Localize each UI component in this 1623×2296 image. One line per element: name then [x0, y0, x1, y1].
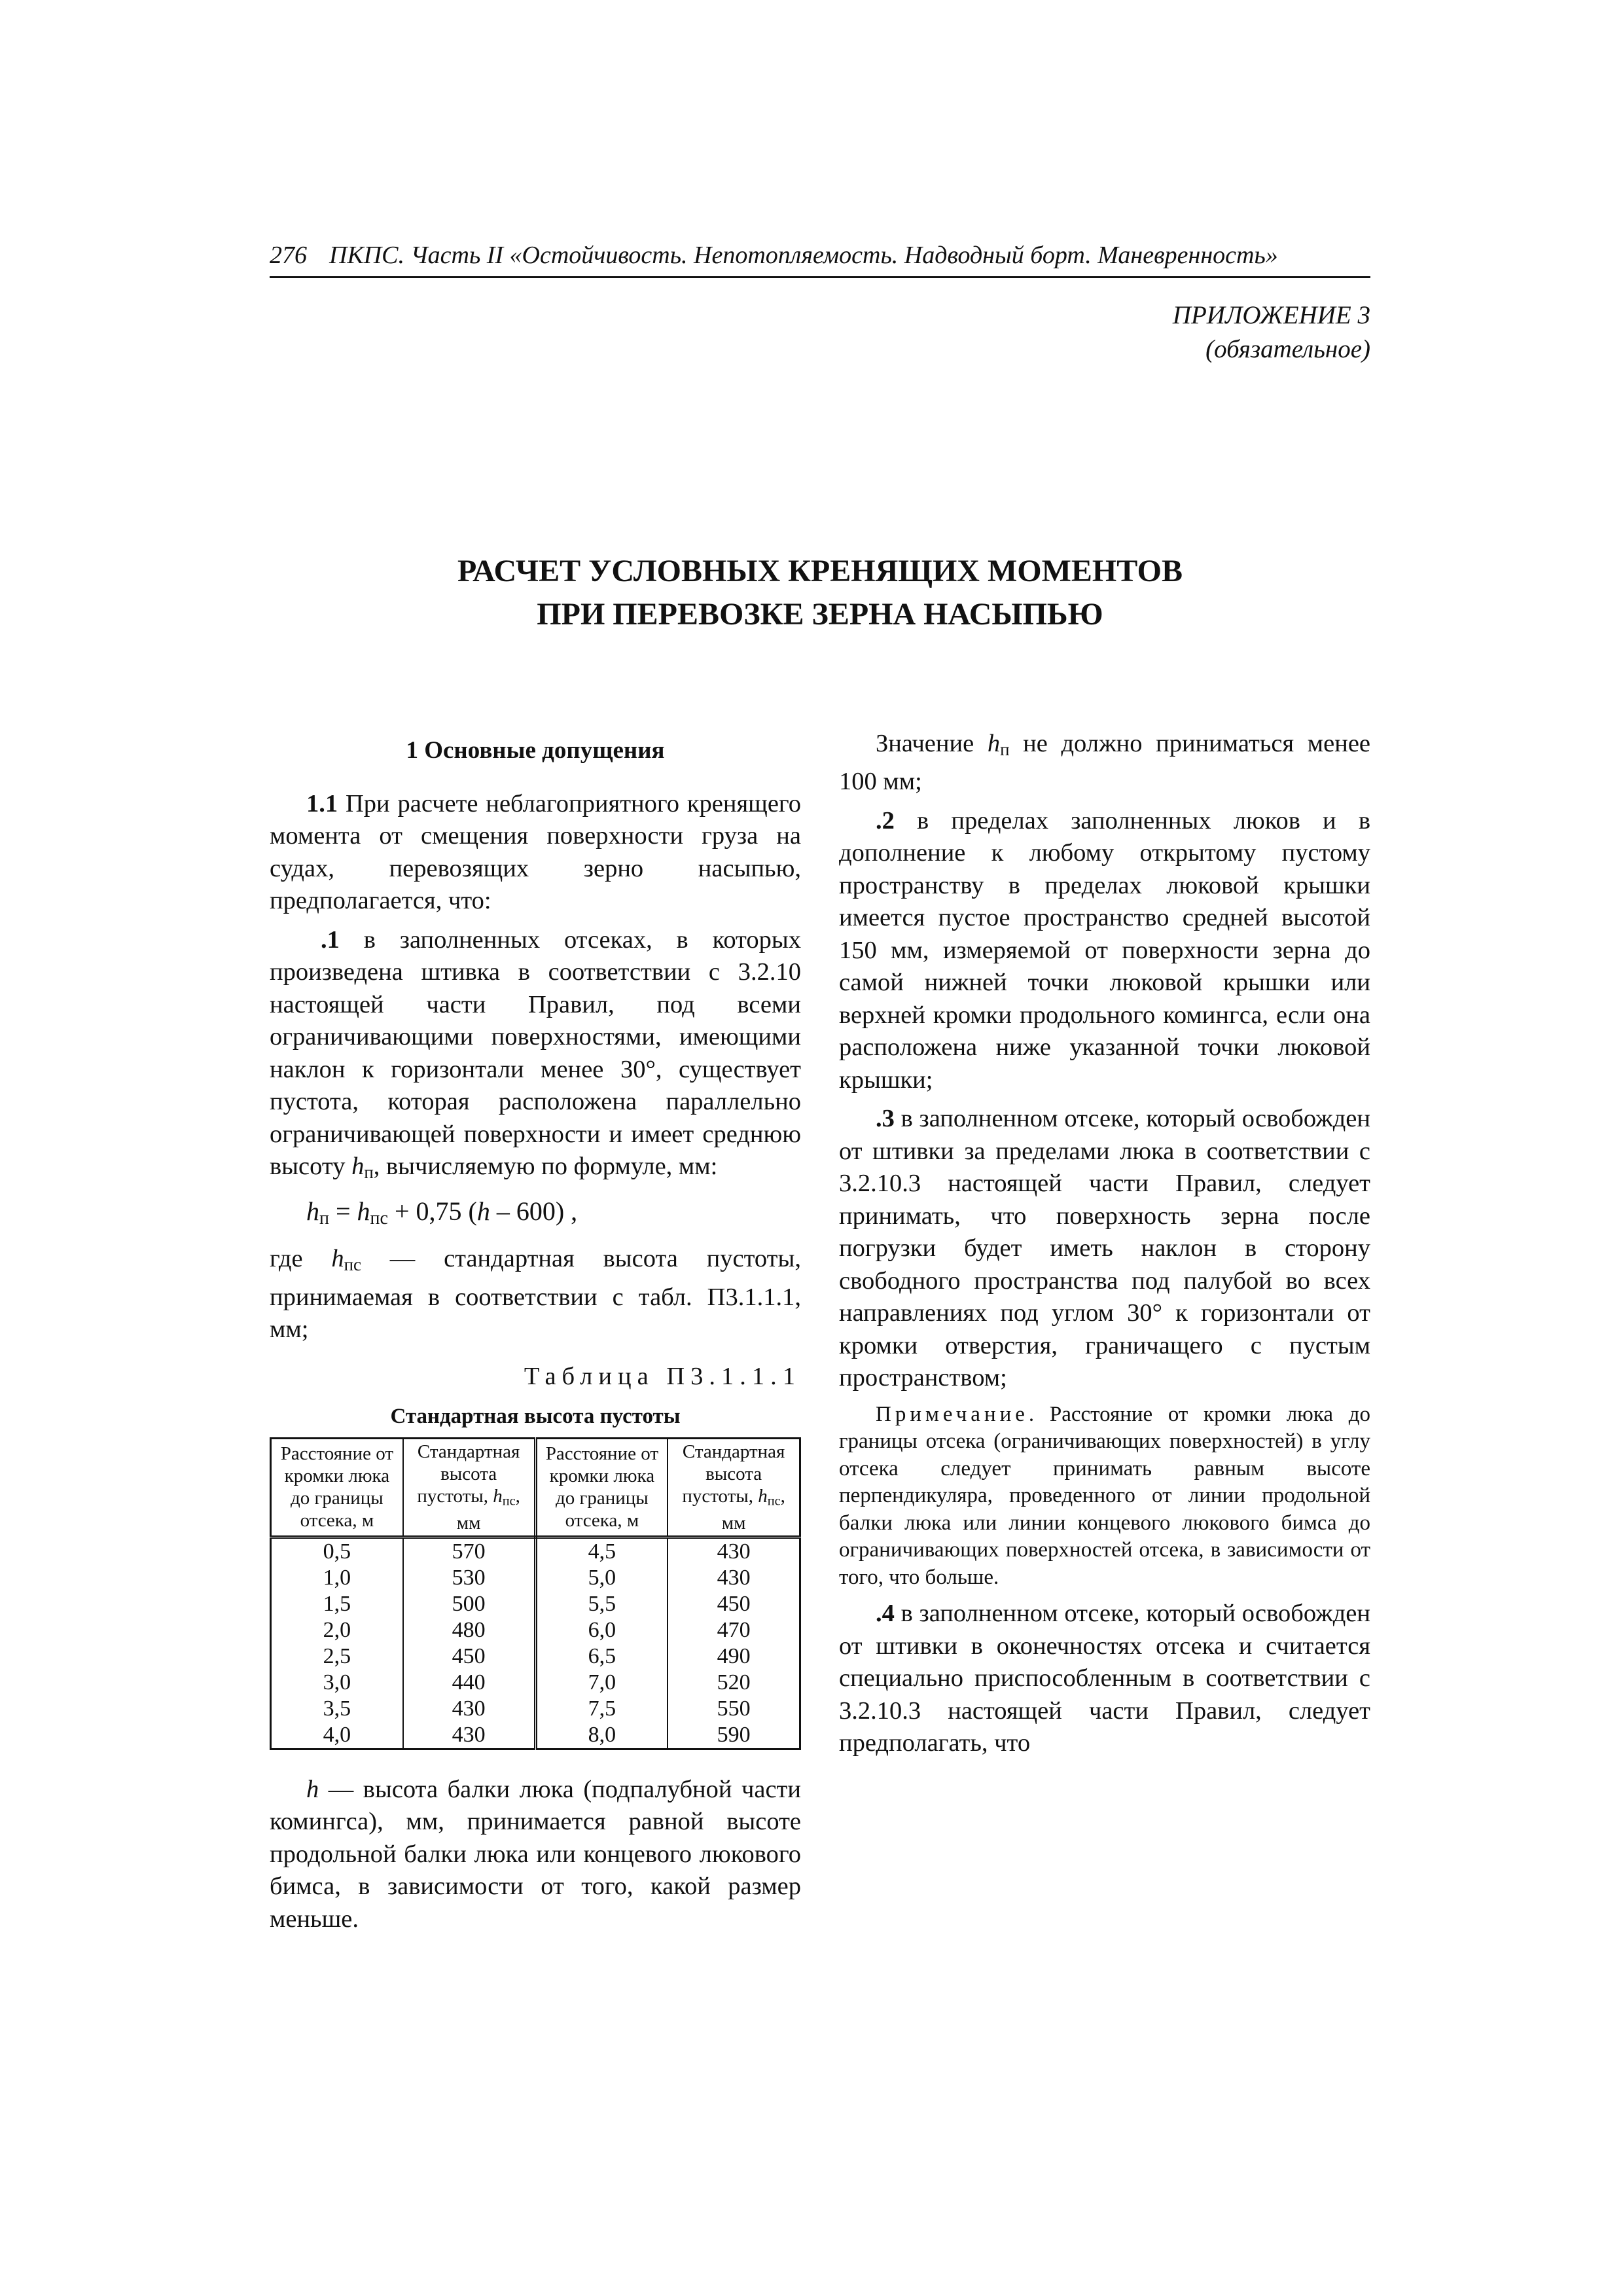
table-cell: 500	[403, 1591, 535, 1617]
table-cell: 6,5	[535, 1643, 668, 1670]
table-cell: 4,0	[271, 1722, 403, 1749]
table-row	[271, 1565, 800, 1591]
header-height-sub-2: пс	[767, 1493, 781, 1508]
item-text: в заполненных отсеках, в которых произведена штивка в соответствии с 3.2.10 настоящей части Правил, под всеми ограничивающими поверхностями, имеющими наклон к горизонтали менее 30°, существует пустота, которая расположена параллельно ограничивающей поверхности и имеет среднюю высоту	[270, 925, 801, 1180]
title-line-1: РАСЧЕТ УСЛОВНЫХ КРЕНЯЩИХ МОМЕНТОВ	[457, 554, 1183, 588]
formula-lhs-sub: п	[319, 1208, 329, 1229]
table-cell: 430	[668, 1537, 800, 1565]
header-distance-2: Расстояние от кромки люка до границы отсека, м	[535, 1438, 668, 1537]
header-distance: Расстояние от кромки люка до границы отсека, м	[271, 1438, 403, 1537]
header-height-unit-2: , мм	[721, 1485, 785, 1534]
table-cell: 590	[668, 1722, 800, 1749]
running-header	[270, 241, 1370, 278]
table-cell: 3,0	[271, 1670, 403, 1696]
item-text-end: , вычисляемую по формуле, мм:	[373, 1153, 718, 1180]
table-cell: 440	[403, 1670, 535, 1696]
right-column	[839, 728, 1370, 1767]
value-paragraph	[839, 728, 1370, 798]
where-sub: пс	[344, 1255, 361, 1274]
header-height-var-2: h	[758, 1485, 768, 1507]
table-cell: 8,0	[535, 1722, 668, 1749]
formula-rhs-var: h	[357, 1196, 370, 1227]
table-cell: 570	[403, 1537, 535, 1565]
table-row	[271, 1722, 800, 1749]
header-height-unit: , мм	[456, 1485, 520, 1534]
table-header-row	[271, 1438, 800, 1537]
title-line-2: ПРИ ПЕРЕВОЗКЕ ЗЕРНА НАСЫПЬЮ	[537, 597, 1103, 632]
table-cell: 7,0	[535, 1670, 668, 1696]
where-text-end: — стандартная высота пустоты, принимаемая в соответствии с табл. П3.1.1.1, мм;	[270, 1245, 801, 1343]
table-cell: 1,5	[271, 1591, 403, 1617]
appendix-status: (обязательное)	[1205, 335, 1370, 363]
table-cell: 5,0	[535, 1565, 668, 1591]
table-cell: 1,0	[271, 1565, 403, 1591]
var-sub: п	[364, 1162, 374, 1182]
table-row	[271, 1643, 800, 1670]
table-cell: 430	[403, 1722, 535, 1749]
formula-legend	[270, 1243, 801, 1346]
header-height-sub: пс	[502, 1493, 516, 1508]
paragraph-number: 1.1	[306, 789, 338, 817]
appendix-number: ПРИЛОЖЕНИЕ 3	[1172, 301, 1370, 329]
h-text: — высота балки люка (подпалубной части комингса), мм, принимается равной высоте продольной балки люка или концевого люкового бимса, в зависимости от того, какой размер меньше.	[270, 1775, 801, 1933]
where-text: где	[270, 1245, 332, 1273]
note-label: Примечание	[876, 1402, 1029, 1426]
item-number: .1	[321, 925, 340, 954]
appendix-label	[916, 298, 1370, 367]
item-2	[839, 805, 1370, 1097]
value-text: Значение	[876, 730, 988, 757]
formula-rhs-end: – 600) ,	[490, 1196, 578, 1227]
formula-rhs-var2: h	[476, 1196, 490, 1227]
header-height-var: h	[493, 1485, 503, 1507]
header-height-text: Стандартная высота пустоты,	[417, 1441, 520, 1507]
table-cell: 430	[403, 1696, 535, 1722]
value-sub: п	[1000, 739, 1010, 759]
table-row	[271, 1537, 800, 1565]
table-cell: 520	[668, 1670, 800, 1696]
formula	[306, 1195, 801, 1235]
table-cell: 2,5	[271, 1643, 403, 1670]
table-row	[271, 1696, 800, 1722]
header-height-text-2: Стандартная высота пустоты,	[682, 1441, 785, 1507]
table-cell: 3,5	[271, 1696, 403, 1722]
table-row	[271, 1617, 800, 1643]
table-cell: 450	[403, 1643, 535, 1670]
section-heading: 1 Основные допущения	[406, 737, 665, 764]
table-cell: 470	[668, 1617, 800, 1643]
table-cell: 0,5	[271, 1537, 403, 1565]
item-text: в заполненном отсеке, который освобожден от штивки за пределами люка в соответствии с 3.2.10.3 настоящей части Правил, следует принимать, что поверхность зерна после погрузки будет иметь наклон в сторону свободного пространства под палубой во всех направлениях под углом 30° к горизонтали от кромки отверстия, граничащего с пустым пространством;	[839, 1105, 1370, 1392]
running-title: ПКПС. Часть II «Остойчивость. Непотопляемость. Надводный борт. Маневренность»	[329, 242, 1278, 269]
item-4	[839, 1598, 1370, 1760]
table-cell: 6,0	[535, 1617, 668, 1643]
item-3	[839, 1103, 1370, 1395]
h-var: h	[306, 1775, 319, 1803]
table-cell: 490	[668, 1643, 800, 1670]
item-number: .4	[876, 1600, 895, 1628]
table-cell: 450	[668, 1591, 800, 1617]
value-text-end: не должно приниматься менее 100 мм;	[839, 730, 1370, 796]
header-height	[403, 1438, 535, 1537]
var-h: h	[351, 1153, 365, 1180]
formula-lhs: h	[306, 1196, 319, 1227]
where-var: h	[331, 1245, 344, 1273]
header-height-2	[668, 1438, 800, 1537]
item-1	[270, 924, 801, 1189]
item-text: в пределах заполненных люков и в дополнение к любому открытому пустому пространству в пределах люковой крышки имеется пустое пространство средней высотой 150 мм, измеряемой от поверхности зерна до самой нижней точки люковой крышки или верхней кромки продольного комингса, если она расположена ниже указанной точки люковой крышки;	[839, 806, 1370, 1094]
left-column	[270, 728, 801, 1942]
note-paragraph	[839, 1401, 1370, 1592]
page-number: 276	[270, 242, 307, 269]
formula-rhs-mid: + 0,75 (	[387, 1196, 477, 1227]
table-cell: 480	[403, 1617, 535, 1643]
item-text: в заполненном отсеке, который освобожден от штивки в оконечностях отсека и считается специально приспособленным в соответствии с 3.2.10.3 настоящей части Правил, следует предполагать, что	[839, 1600, 1370, 1757]
formula-rhs-sub: пс	[370, 1208, 388, 1229]
table-cell: 7,5	[535, 1696, 668, 1722]
table-cell: 5,5	[535, 1591, 668, 1617]
item-number: .2	[876, 806, 895, 834]
formula-eq: =	[329, 1196, 357, 1227]
table-cell: 550	[668, 1696, 800, 1722]
table-cell: 430	[668, 1565, 800, 1591]
table-number: Таблица П3.1.1.1	[524, 1362, 801, 1390]
table-row	[271, 1670, 800, 1696]
table-cell: 530	[403, 1565, 535, 1591]
h-definition	[270, 1774, 801, 1936]
void-height-table	[270, 1437, 801, 1750]
table-cell: 2,0	[271, 1617, 403, 1643]
item-number: .3	[876, 1105, 895, 1133]
table-row	[271, 1591, 800, 1617]
paragraph-1-1	[270, 788, 801, 918]
note-text: . Расстояние от кромки люка до границы отсека (ограничивающих поверхностей) в углу отсека следует принимать равным высоте перпендикуляра, проведенного от линии продольной балки люка или линии концевого люкового бимса до ограничивающих поверхностей отсека, в зависимости от того, что больше.	[839, 1402, 1370, 1589]
table-title: Стандартная высота пустоты	[390, 1405, 681, 1428]
document-title	[270, 550, 1370, 636]
value-var: h	[987, 730, 1001, 757]
table-cell: 4,5	[535, 1537, 668, 1565]
paragraph-text: При расчете неблагоприятного кренящего момента от смещения поверхности груза на судах, перевозящих зерно насыпью, предполагается, что:	[270, 789, 801, 914]
